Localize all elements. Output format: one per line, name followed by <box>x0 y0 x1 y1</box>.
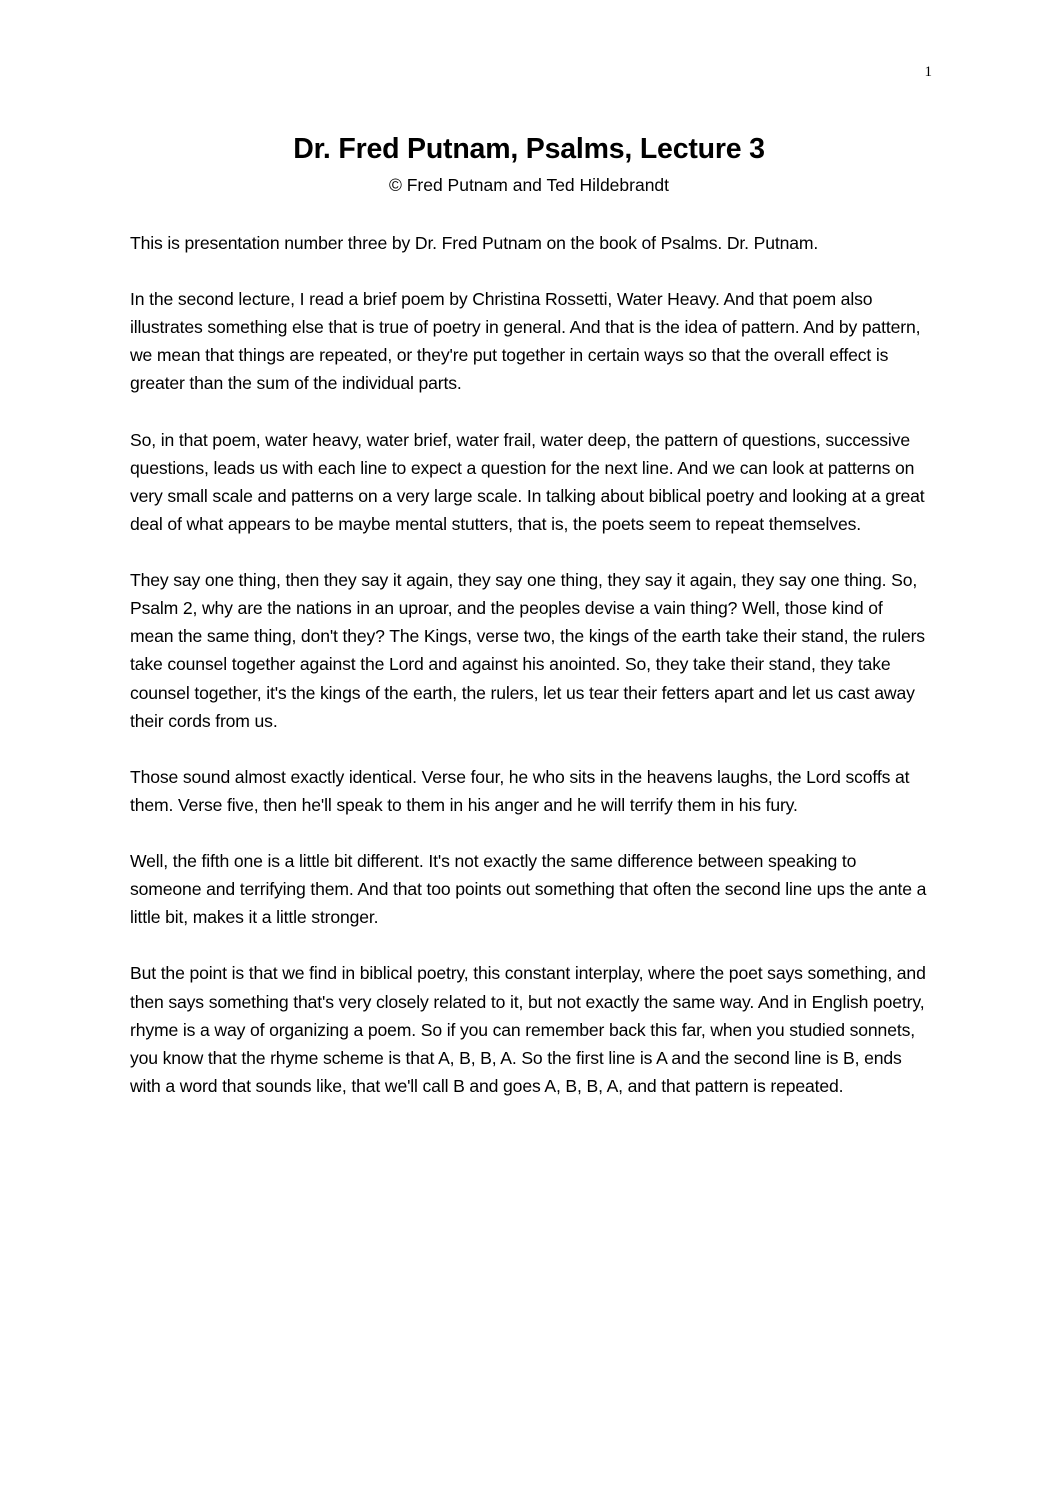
copyright-line: © Fred Putnam and Ted Hildebrandt <box>388 175 670 195</box>
paragraph-5: Those sound almost exactly identical. Verse four, he who sits in the heavens laughs, the Lord scoffs at them. Verse five, then he'll speak to them in his anger and he will terrify them in his fury. <box>130 766 910 815</box>
lecture-title: Dr. Fred Putnam, Psalms, Lecture 3 <box>293 133 765 165</box>
paragraph-6: Well, the fifth one is a little bit different. It's not exactly the same difference between speaking to someone and terrifying them. And that too points out something that often the second line ups the ante a little bit, makes it a little stronger. <box>130 851 927 928</box>
paragraph-2: In the second lecture, I read a brief poem by Christina Rossetti, Water Heavy. And that poem also illustrates something else that is true of poetry in general. And that is the idea of pattern. And by pattern, we mean that things are repeated, or they're put together in certain ways so that the overall effect is greater than the sum of the individual parts. <box>130 289 921 394</box>
paragraph-7: But the point is that we find in biblical poetry, this constant interplay, where the poet says something, and then says something that's very closely related to it, but not exactly the same way. And in English poetry, rhyme is a way of organizing a poem. So if you can remember back this far, when you studied sonnets, you know that the rhyme scheme is that A, B, B, A. So the first line is A and the second line is B, ends with a word that sounds like, that we'll call B and goes A, B, B, A, and that pattern is repeated. <box>130 963 926 1096</box>
page-number: 1 <box>924 64 932 80</box>
paragraph-3: So, in that poem, water heavy, water brief, water frail, water deep, the pattern of questions, successive questions, leads us with each line to expect a question for the next line. And we can look at patterns on very small scale and patterns on a very large scale. In talking about biblical poetry and looking at a great deal of what appears to be maybe mental stutters, that is, the poets seem to repeat themselves. <box>130 429 925 534</box>
paragraph-1: This is presentation number three by Dr. Fred Putnam on the book of Psalms. Dr. Putnam. <box>130 233 819 253</box>
paragraph-4: They say one thing, then they say it again, they say one thing, they say it again, they say one thing. So, Psalm 2, why are the nations in an uproar, and the peoples devise a vain thing? Well, those kind of mean the same thing, don't they? The Kings, verse two, the kings of the earth take their stand, the rulers take counsel together against the Lord and against his anointed. So, they take their stand, they take counsel together, it's the kings of the earth, the rulers, let us tear their fetters apart and let us cast away their cords from us. <box>130 570 925 731</box>
document-body <box>130 229 930 1128</box>
